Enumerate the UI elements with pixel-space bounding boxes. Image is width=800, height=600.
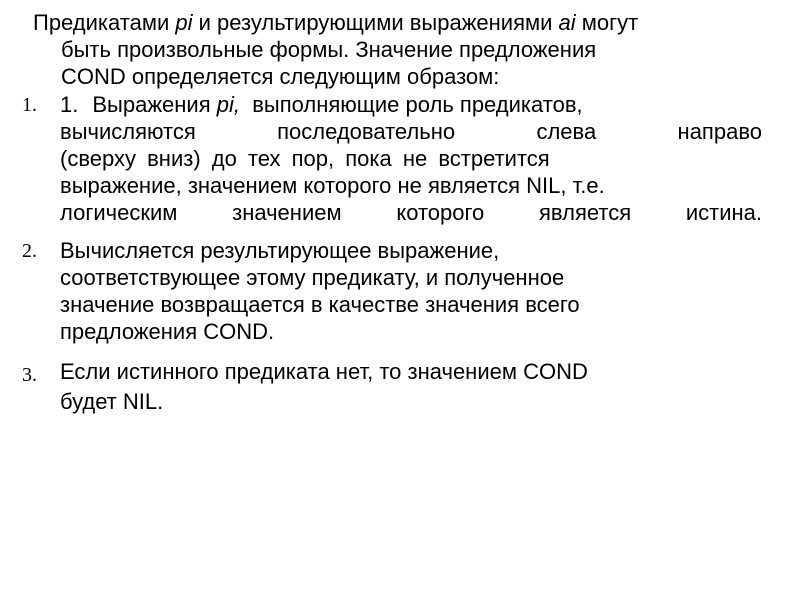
list-item-3 — [22, 357, 762, 417]
intro-line-3: COND определяется следующим образом: — [61, 64, 500, 89]
item-1-pi: pi, — [216, 92, 240, 117]
intro-text-2: и результирующими выражениями — [192, 10, 559, 35]
item-1-rest: выполняющие роль предикатов, — [239, 92, 583, 117]
item-3-line-2: будет NIL. — [60, 389, 164, 414]
item-1-inner-number: 1. — [60, 92, 79, 117]
intro-text-3: могут — [575, 10, 639, 35]
intro-pi: pi — [175, 10, 193, 35]
numbered-list — [22, 91, 762, 417]
list-number-2: 2. — [22, 240, 37, 262]
list-number-1: 1. — [22, 94, 37, 116]
item-1-line-1 — [60, 91, 762, 118]
list-item-2 — [22, 237, 762, 345]
intro-paragraph — [33, 9, 763, 90]
item-1-line-2: вычисляются последовательно слева направо — [60, 119, 762, 144]
item-2-line-1: Вычисляется результирующее выражение, — [60, 238, 500, 263]
item-2-line-3: значение возвращается в качестве значения всего — [60, 292, 580, 317]
intro-line-2: быть произвольные формы. Значение предложения — [61, 37, 597, 62]
list-number-3: 3. — [22, 364, 37, 386]
item-1-line-4: выражение, значением которого не является NIL, т.е. — [60, 173, 605, 198]
list-item-1 — [22, 91, 762, 226]
intro-text-1: Предикатами — [33, 10, 176, 35]
intro-line-1 — [33, 10, 638, 35]
item-1-line-3: (сверху вниз) до тех пор, пока не встретится — [60, 146, 550, 171]
item-1-text: Выражения — [92, 92, 217, 117]
intro-ai: ai — [558, 10, 576, 35]
item-2-line-2: соответствующее этому предикату, и полученное — [60, 265, 565, 290]
item-3-line-1: Если истинного предиката нет, то значением COND — [60, 359, 588, 384]
item-2-line-4: предложения COND. — [60, 319, 275, 344]
item-1-line-5: логическим значением которого является истина. — [60, 200, 762, 225]
